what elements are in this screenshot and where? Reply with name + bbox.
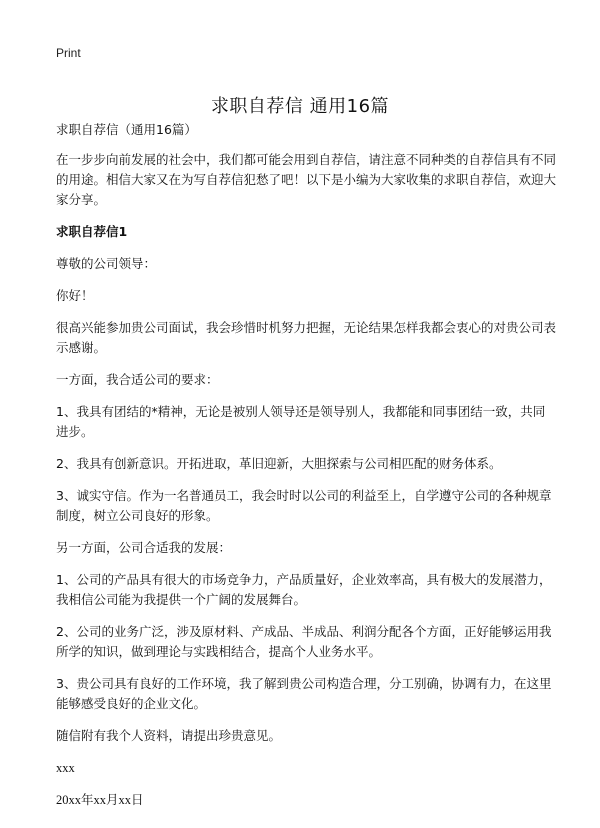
body-paragraph: 1、我具有团结的*精神，无论是被别人领导还是领导别人，我都能和同事团结一致，共同进步。 (56, 404, 546, 439)
body-paragraph: 3、贵公司具有良好的工作环境，我了解到贵公司构造合理，分工别确，协调有力，在这里能够感受良好的企业文化。 (56, 676, 552, 711)
document-subtitle: 求职自荐信（通用16篇） (56, 122, 197, 137)
signature-name: xxx (56, 761, 75, 775)
body-paragraph: 另一方面，公司合适我的发展： (56, 540, 232, 555)
body-paragraph: 2、我具有创新意识。开拓进取，革旧迎新，大胆探索与公司相匹配的财务体系。 (56, 456, 502, 471)
greeting: 你好！ (56, 288, 94, 303)
body-paragraph: 一方面，我合适公司的要求： (56, 372, 219, 387)
print-label: Print (56, 46, 81, 60)
body-paragraph: 很高兴能参加贵公司面试，我会珍惜时机努力把握，无论结果怎样我都会衷心的对贵公司表示感谢。 (56, 320, 557, 355)
section-heading: 求职自荐信1 (56, 224, 128, 239)
salutation: 尊敬的公司领导： (56, 256, 157, 271)
signature-date: 20xx年xx月xx日 (56, 793, 144, 807)
document-body (56, 120, 556, 822)
body-paragraph: 3、诚实守信。作为一名普通员工，我会时时以公司的利益至上，自学遵守公司的各种规章制度，树立公司良好的形象。 (56, 488, 552, 523)
body-paragraph: 1、公司的产品具有很大的市场竞争力，产品质量好，企业效率高，具有极大的发展潜力，我相信公司能为我提供一个广阔的发展舞台。 (56, 572, 552, 607)
document-title: 求职自荐信 通用16篇 (210, 96, 390, 118)
body-paragraph: 随信附有我个人资料，请提出珍贵意见。 (56, 728, 282, 743)
intro-paragraph: 在一步步向前发展的社会中，我们都可能会用到自荐信，请注意不同种类的自荐信具有不同的用途。相信大家又在为写自荐信犯愁了吧！以下是小编为大家收集的求职自荐信，欢迎大家分享。 (56, 152, 557, 207)
body-paragraph: 2、公司的业务广泛，涉及原材料、产成品、半成品、利润分配各个方面，正好能够运用我所学的知识，做到理论与实践相结合，提高个人业务水平。 (56, 624, 552, 659)
